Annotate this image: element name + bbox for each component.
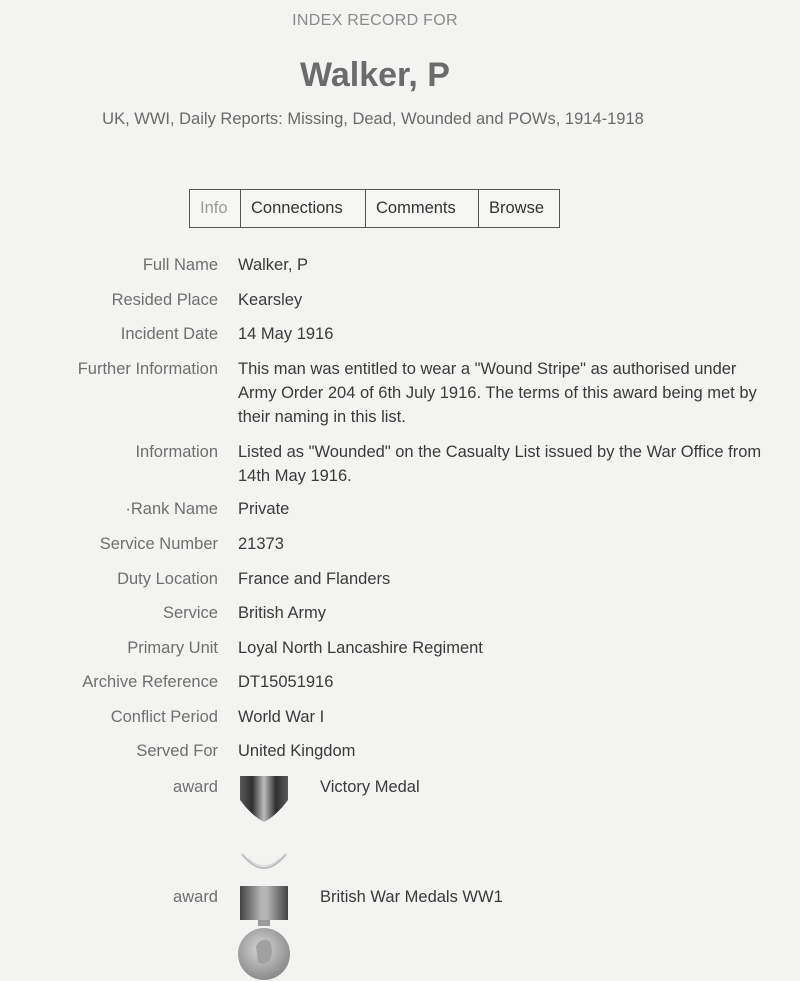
service-number-label: Service Number xyxy=(99,535,218,553)
resided-place-value: Kearsley xyxy=(238,291,303,309)
duty-location-label: Duty Location xyxy=(117,570,218,588)
page-title: Walker, P xyxy=(300,56,450,94)
british-war-medal-icon xyxy=(236,884,292,981)
award-label: award xyxy=(173,888,218,906)
tab-info[interactable]: Info xyxy=(200,199,228,217)
conflict-period-label: Conflict Period xyxy=(110,708,218,726)
further-information-label: Further Information xyxy=(77,360,218,378)
service-label: Service xyxy=(162,604,218,622)
duty-location-value: France and Flanders xyxy=(238,570,391,588)
tab-browse[interactable]: Browse xyxy=(478,190,559,227)
award-label: award xyxy=(173,778,218,796)
collection-subtitle[interactable]: UK, WWI, Daily Reports: Missing, Dead, Wounded and POWs, 1914-1918 xyxy=(102,110,644,128)
service-value: British Army xyxy=(238,604,327,622)
archive-reference-label: Archive Reference xyxy=(82,673,218,691)
award-name: British War Medals WW1 xyxy=(320,888,503,906)
resided-place-label: Resided Place xyxy=(111,291,218,309)
victory-medal-icon xyxy=(236,774,292,874)
award-name: Victory Medal xyxy=(320,778,420,796)
served-for-value: United Kingdom xyxy=(238,742,356,760)
rank-name-value: Private xyxy=(238,500,290,518)
rank-name-label: ·Rank Name xyxy=(125,500,218,518)
full-name-label: Full Name xyxy=(142,256,218,274)
primary-unit-value: Loyal North Lancashire Regiment xyxy=(238,639,483,657)
primary-unit-label: Primary Unit xyxy=(127,639,218,657)
record-tabs xyxy=(189,189,560,228)
incident-date-label: Incident Date xyxy=(120,325,218,343)
incident-date-value: 14 May 1916 xyxy=(238,325,334,343)
information-value: Listed as "Wounded" on the Casualty List issued by the War Office from 14th May 1916. xyxy=(238,443,762,485)
information-label: Information xyxy=(135,443,218,461)
further-information-value: This man was entitled to wear a "Wound Stripe" as authorised under Army Order 204 of 6th July 1916. The terms of this award being met by their naming in this list. xyxy=(238,360,757,426)
tab-connections[interactable]: Connections xyxy=(240,190,365,227)
tab-comments[interactable]: Comments xyxy=(365,190,478,227)
service-number-value: 21373 xyxy=(238,535,284,553)
index-record-kicker: INDEX RECORD FOR xyxy=(292,12,458,29)
archive-reference-value: DT15051916 xyxy=(238,673,334,691)
served-for-label: Served For xyxy=(136,742,218,760)
conflict-period-value: World War I xyxy=(238,708,325,726)
full-name-value: Walker, P xyxy=(238,256,308,274)
